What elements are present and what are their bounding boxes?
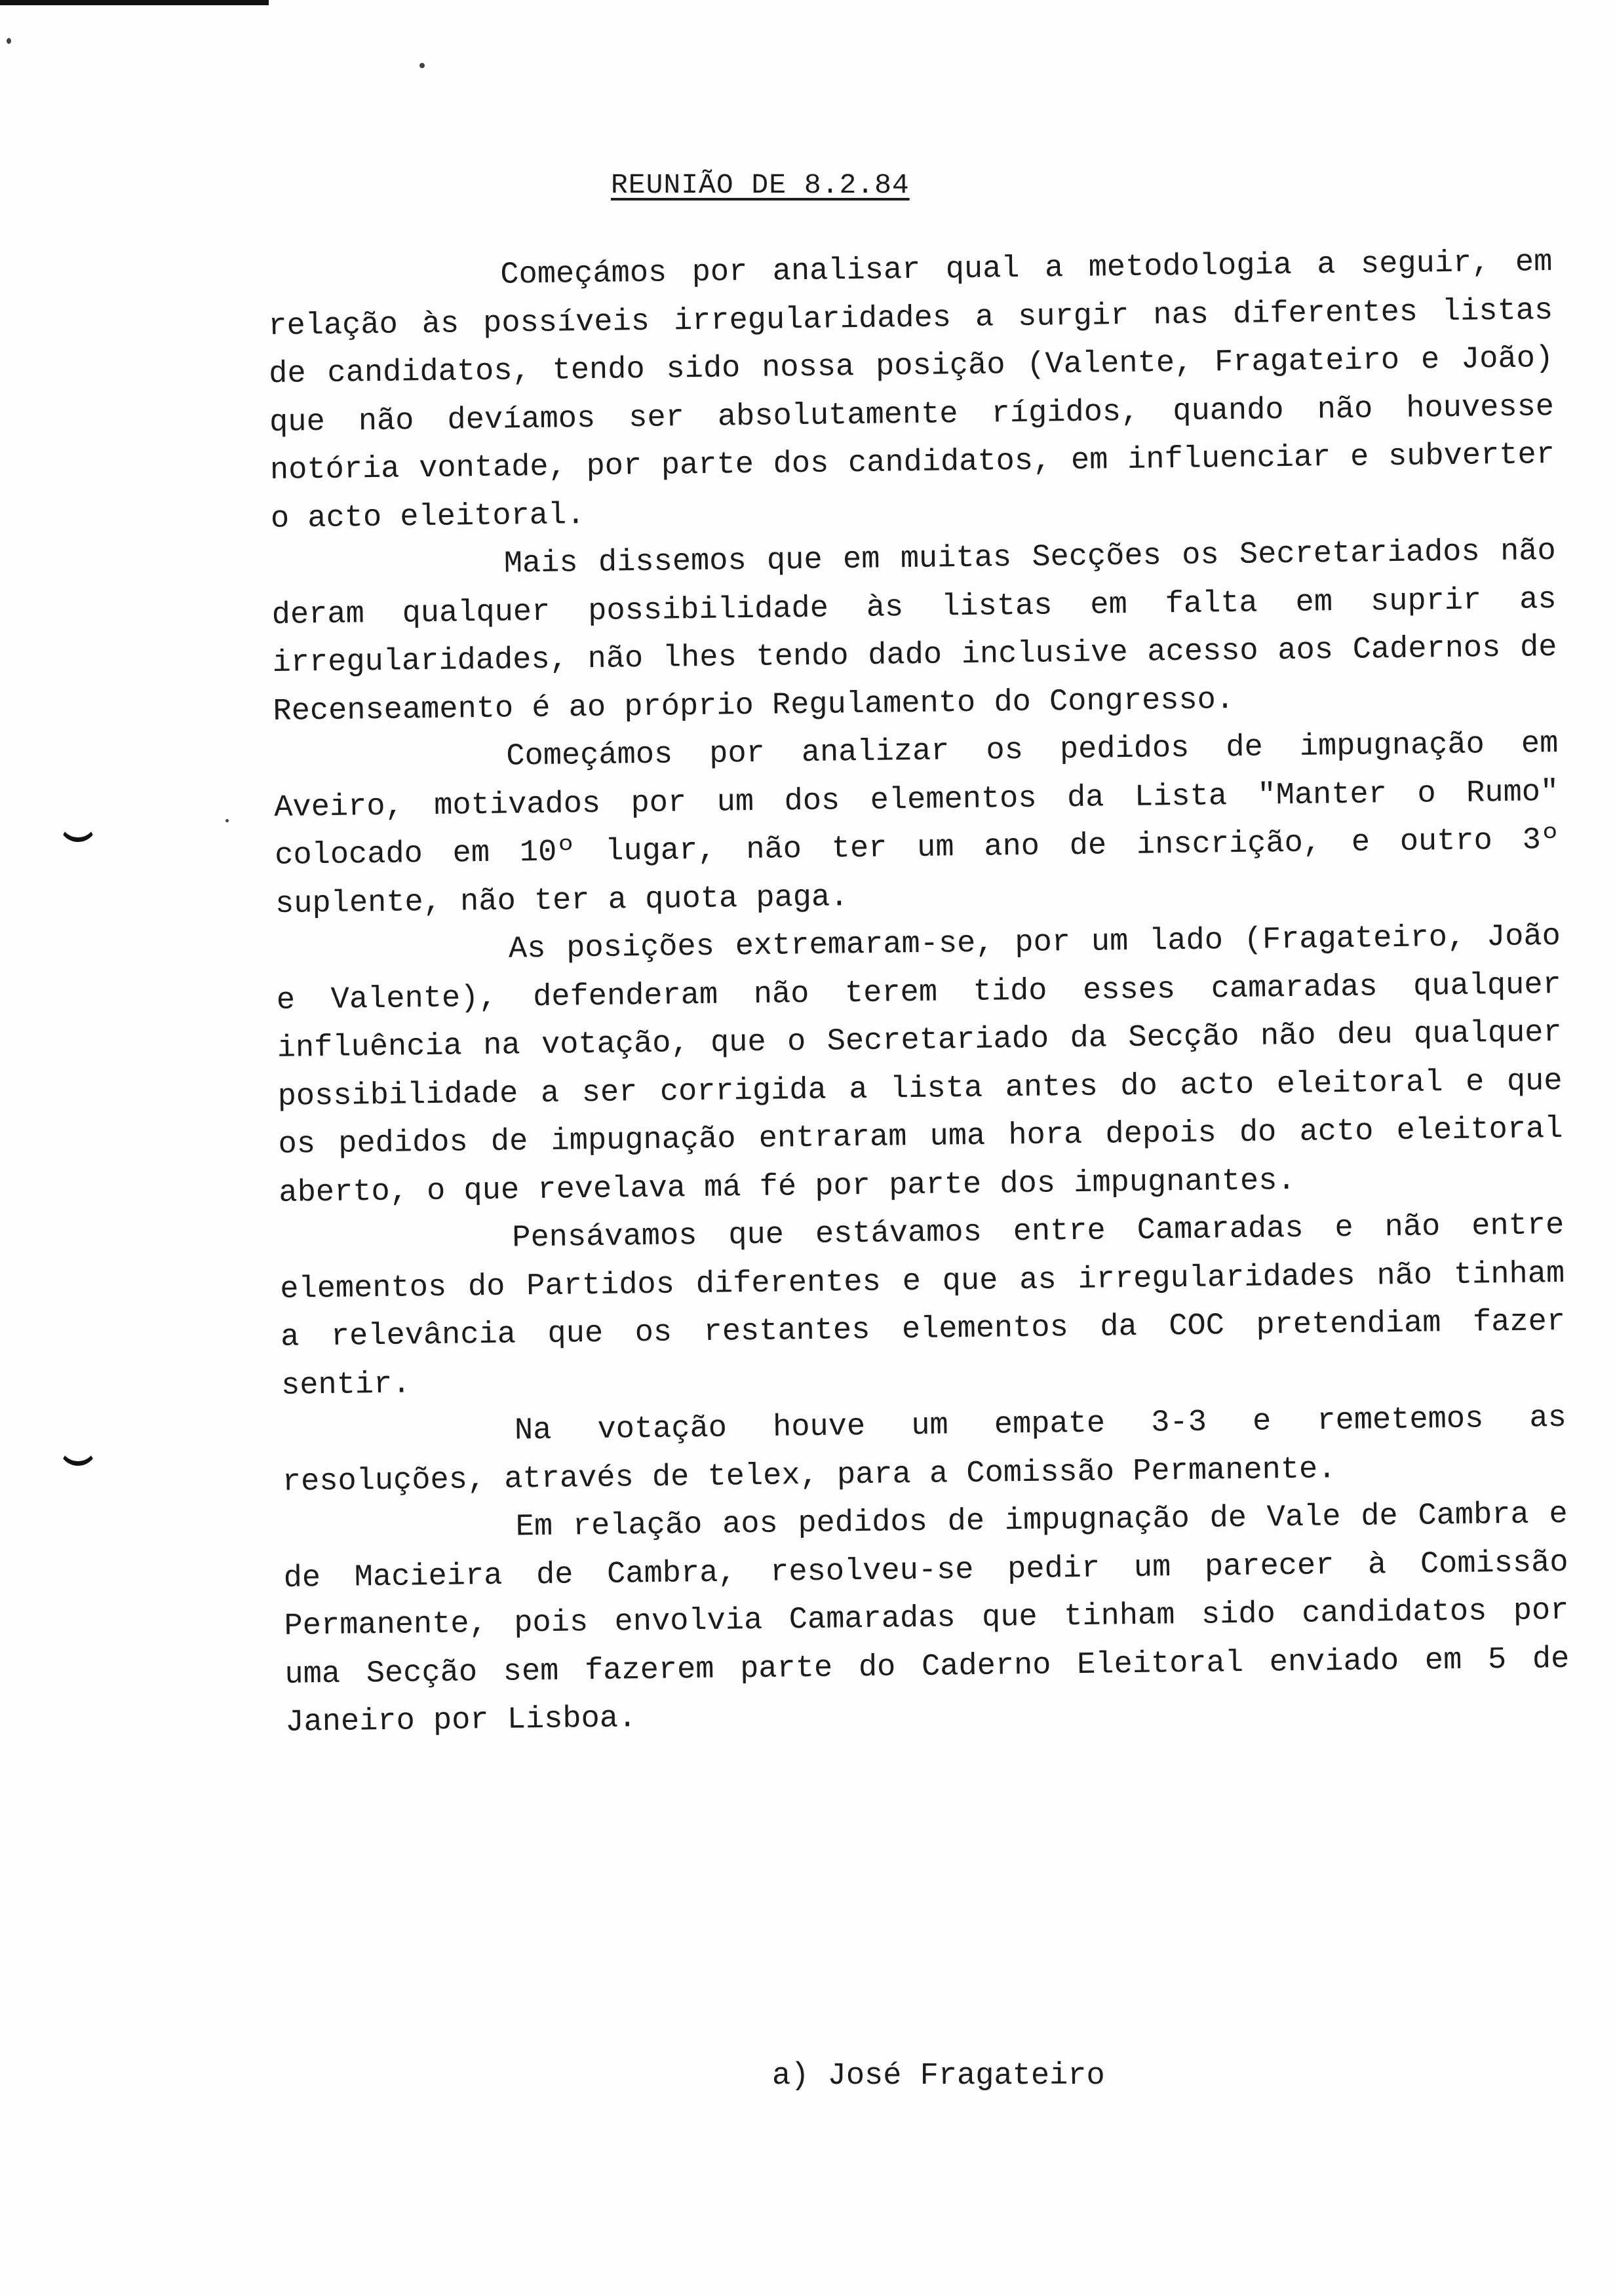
paragraph: Começámos por analizar os pedidos de impugnação em Aveiro, motivados por um dos elementos da Lista "Manter o Rumo" colocado em 10º lugar, não ter um ano de inscrição, e outro 3º suplente, não ter a quota paga. xyxy=(273,726,1560,922)
paragraph: Mais dissemos que em muitas Secções os Secretariados não deram qualquer possibilidade às listas em falta em suprir as irregularidades, não lhes tendo dado inclusive acesso aos Cadernos de Recenseamento é ao próprio Regulamento do Congresso. xyxy=(271,534,1557,729)
margin-mark xyxy=(59,820,97,842)
scan-speck xyxy=(7,38,11,44)
document-title: REUNIÃO DE 8.2.84 xyxy=(611,169,910,201)
signature-line: a) José Fragateiro xyxy=(772,2059,1105,2094)
paragraph: As posições extremaram-se, por um lado (Fragateiro, João e Valente), defenderam não terem tido esses camaradas qualquer influência na votação, que o Secretariado da Secção não deu qualquer possibilidade a ser corrigida a lista antes do acto eleitoral e que os pedidos de impugnação entraram uma hora depois do acto eleitoral aberto, o que revelava má fé por parte dos impugnantes. xyxy=(276,919,1563,1211)
scan-speck xyxy=(225,819,229,822)
scan-edge-mark xyxy=(0,0,269,5)
margin-mark xyxy=(59,1444,97,1466)
paragraph: Começámos por analisar qual a metodologia a seguir, em relação às possíveis irregularidades a surgir nas diferentes listas de candidatos, tendo sido nossa posição (Valente, Fragateiro e João) que não devíamos ser absolutamente rígidos, quando não houvesse notória vontade, por parte dos candidatos, em influenciar e subverter o acto eleitoral. xyxy=(268,245,1555,537)
scan-speck xyxy=(419,63,425,68)
paragraph: Na votação houve um empate 3-3 e remetemos as resoluções, através de telex, para a Comissão Permanente. xyxy=(282,1400,1567,1500)
paragraph: Pensávamos que estávamos entre Camaradas e não entre elementos do Partidos diferentes e que as irregularidades não tinham a relevância que os restantes elementos da COC pretendiam fazer sentir. xyxy=(279,1208,1566,1404)
paragraph: Em relação aos pedidos de impugnação de Vale de Cambra e de Macieira de Cambra, resolveu-se pedir um parecer à Comissão Permanente, pois envolvia Camaradas que tinham sido candidatos por uma Secção sem fazerem parte do Caderno Eleitoral enviado em 5 de Janeiro por Lisboa. xyxy=(283,1497,1570,1740)
document-body xyxy=(267,239,1570,1747)
